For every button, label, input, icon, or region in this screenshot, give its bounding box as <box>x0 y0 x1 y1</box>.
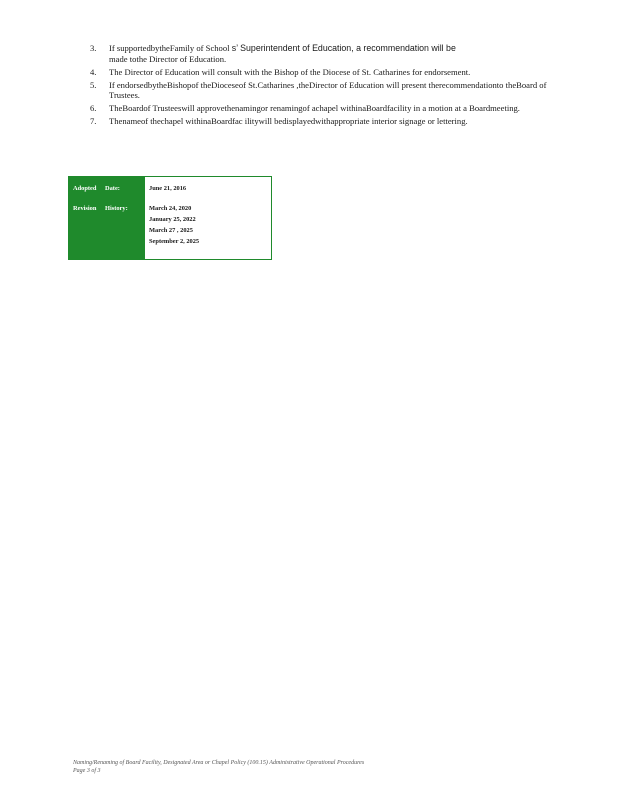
list-text: made tothe Director of Education. <box>109 53 227 64</box>
revision-date: March 27 , 2025 <box>149 227 193 234</box>
footer-title: Naming/Renaming of Board Facility, Designated Area or Chapel Policy (100.15) Administrative Operational Procedures <box>73 760 365 766</box>
page-number: Page 3 of 3 <box>73 768 101 774</box>
list-number: 4. <box>90 66 97 77</box>
history-value-column <box>145 177 271 259</box>
list-text: If endorsedbytheBishopof theDioceseof St.Catharines ,theDirector of Education will present therecommendationto theBoard of Trustees. <box>109 79 547 101</box>
revision-date: January 25, 2022 <box>149 216 196 223</box>
revision-date: March 24, 2020 <box>149 205 192 212</box>
history-label: History: <box>105 205 128 212</box>
list-number: 7. <box>90 116 97 127</box>
list-text: If supportedbytheFamily of School <box>109 43 230 53</box>
list-item <box>88 103 548 114</box>
list-item <box>88 116 548 127</box>
list-text: The Director of Education will consult with the Bishop of the Diocese of St. Catharines for endorsement. <box>109 66 471 77</box>
list-number: 5. <box>90 79 97 90</box>
list-item <box>88 43 548 64</box>
list-text: s’ Superintendent of Education, a recommendation will be <box>231 43 456 53</box>
revision-date: September 2, 2025 <box>149 238 200 245</box>
list-number: 6. <box>90 103 97 114</box>
revision-label: Revision <box>73 205 97 212</box>
policy-history-table <box>68 176 272 260</box>
page-footer <box>73 759 364 775</box>
list-text: Thenameof thechapel withinaBoardfac ilitywill bedisplayedwithappropriate interior signage or lettering. <box>109 116 468 127</box>
procedure-list <box>88 43 548 129</box>
history-label-column <box>69 177 145 259</box>
adopted-label: Adopted <box>73 185 97 192</box>
list-text: TheBoardof Trusteeswill approvethenamingor renamingof achapel withinaBoardfacility in a motion at a Boardmeeting. <box>109 103 520 114</box>
list-item <box>88 67 548 78</box>
list-number: 3. <box>90 43 97 53</box>
list-item <box>88 80 548 101</box>
adopted-date: June 21, 2016 <box>149 185 187 192</box>
date-label: Date: <box>105 185 120 192</box>
